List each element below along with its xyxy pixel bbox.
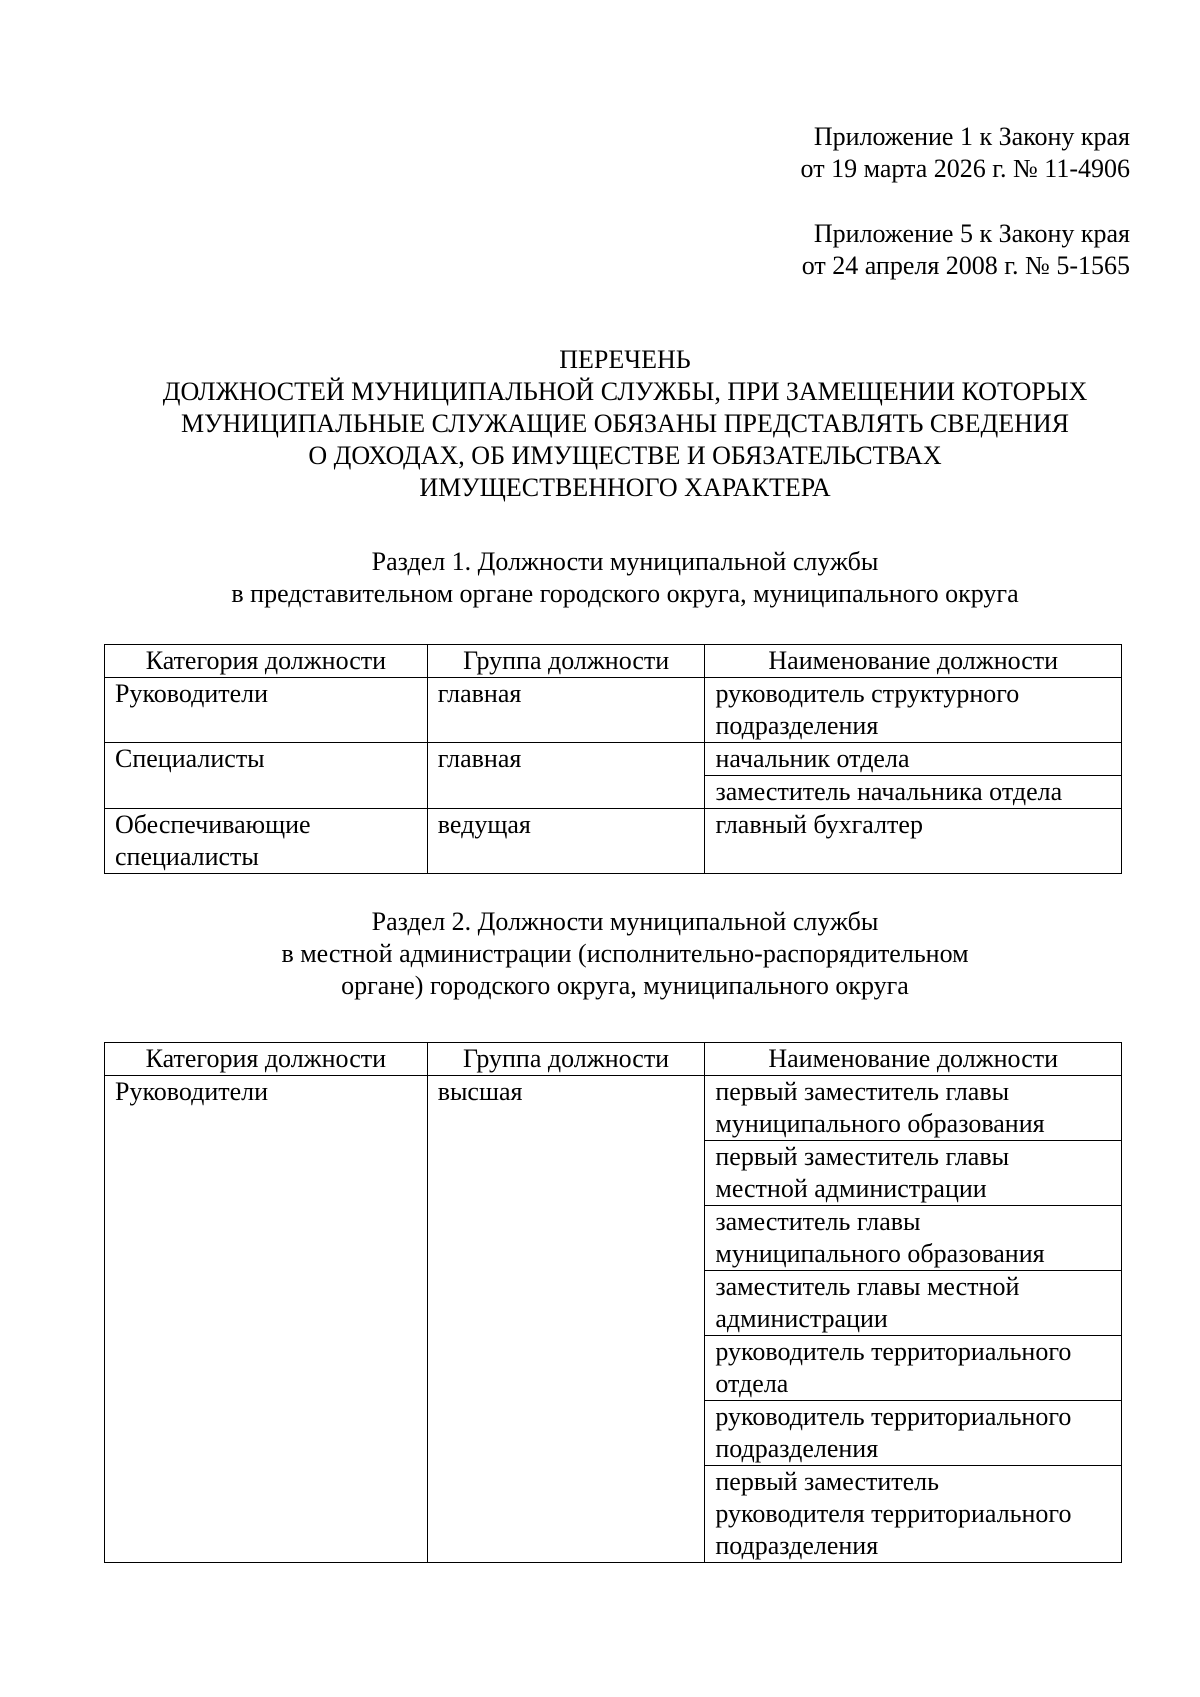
position-name-text: первый заместитель главы — [715, 1142, 1010, 1171]
column-header-group: Группа должности — [427, 645, 705, 678]
position-name-cell — [705, 678, 1122, 743]
position-name-cell — [705, 743, 1122, 776]
section-2-heading-line-3: органе) городского округа, муниципального округа — [341, 971, 909, 1000]
group-cell: главная — [427, 678, 705, 743]
category-cell — [105, 743, 428, 809]
position-name-text: муниципального образования — [715, 1109, 1045, 1138]
position-name-text: подразделения — [715, 1434, 879, 1463]
position-name-text: первый заместитель главы — [715, 1077, 1010, 1106]
position-name-text: подразделения — [715, 1531, 879, 1560]
group-cell: ведущая — [427, 809, 705, 874]
category-cell — [105, 1076, 428, 1563]
position-name-cell — [705, 809, 1122, 874]
section-2-heading-line-2: в местной администрации (исполнительно-распорядительном — [281, 939, 969, 968]
table-row — [105, 678, 1122, 743]
title-line-1: ПЕРЕЧЕНЬ — [559, 345, 691, 374]
position-name-text: руководитель структурного — [715, 679, 1020, 708]
position-name-text: начальник отдела — [715, 744, 910, 773]
section-1-heading — [0, 546, 1200, 610]
category-text: Обеспечивающие — [115, 810, 311, 839]
document-title — [0, 344, 1200, 504]
position-name-text: заместитель начальника отдела — [715, 777, 1063, 806]
position-name-text: главный бухгалтер — [715, 810, 923, 839]
appendix-1-line-1: Приложение 1 к Закону края — [813, 122, 1130, 151]
section-1-table — [104, 644, 1122, 874]
table-row — [105, 743, 1122, 776]
position-name-text: первый заместитель — [715, 1467, 939, 1496]
section-2-table — [104, 1042, 1122, 1563]
position-name-text: отдела — [715, 1369, 789, 1398]
category-text: Специалисты — [115, 744, 265, 773]
position-name-text: заместитель главы — [715, 1207, 921, 1236]
position-name-text: заместитель главы местной — [715, 1272, 1020, 1301]
position-name-cell — [705, 1401, 1122, 1466]
position-name-cell — [705, 1336, 1122, 1401]
position-name-text: подразделения — [715, 711, 879, 740]
position-name-cell — [705, 1466, 1122, 1563]
column-header-category: Категория должности — [105, 1043, 428, 1076]
title-line-2: ДОЛЖНОСТЕЙ МУНИЦИПАЛЬНОЙ СЛУЖБЫ, ПРИ ЗАМЕЩЕНИИ КОТОРЫХ — [162, 377, 1088, 406]
section-1-heading-line-2: в представительном органе городского округа, муниципального округа — [231, 579, 1019, 608]
title-line-5: ИМУЩЕСТВЕННОГО ХАРАКТЕРА — [419, 473, 831, 502]
group-cell: главная — [427, 743, 705, 809]
column-header-name: Наименование должности — [705, 1043, 1122, 1076]
appendix-1-line-2: от 19 марта 2026 г. № 11-4906 — [800, 154, 1130, 183]
position-name-cell — [705, 1206, 1122, 1271]
column-header-category: Категория должности — [105, 645, 428, 678]
title-line-4: О ДОХОДАХ, ОБ ИМУЩЕСТВЕ И ОБЯЗАТЕЛЬСТВАХ — [308, 441, 942, 470]
category-text: специалисты — [115, 842, 259, 871]
section-2-heading — [0, 906, 1200, 1002]
position-name-text: местной администрации — [715, 1174, 987, 1203]
table-header-row — [105, 645, 1122, 678]
section-2-heading-line-1: Раздел 2. Должности муниципальной службы — [371, 907, 879, 936]
column-header-name: Наименование должности — [705, 645, 1122, 678]
appendix-reference-2 — [802, 218, 1130, 282]
category-cell — [105, 678, 428, 743]
appendix-2-line-1: Приложение 5 к Закону края — [813, 219, 1130, 248]
position-name-cell — [705, 1271, 1122, 1336]
title-line-3: МУНИЦИПАЛЬНЫЕ СЛУЖАЩИЕ ОБЯЗАНЫ ПРЕДСТАВЛЯТЬ СВЕДЕНИЯ — [181, 409, 1069, 438]
position-name-cell — [705, 1076, 1122, 1141]
position-name-text: руководитель территориального — [715, 1402, 1072, 1431]
category-text: Руководители — [115, 1077, 269, 1106]
position-name-cell — [705, 1141, 1122, 1206]
table-header-row — [105, 1043, 1122, 1076]
appendix-reference-1 — [801, 121, 1130, 185]
position-name-text: муниципального образования — [715, 1239, 1045, 1268]
position-name-text: руководителя территориального — [715, 1499, 1072, 1528]
category-cell — [105, 809, 428, 874]
table-row — [105, 809, 1122, 874]
category-text: Руководители — [115, 679, 269, 708]
appendix-2-line-2: от 24 апреля 2008 г. № 5-1565 — [801, 251, 1130, 280]
section-1-heading-line-1: Раздел 1. Должности муниципальной службы — [371, 547, 879, 576]
position-name-text: администрации — [715, 1304, 888, 1333]
table-row — [105, 1076, 1122, 1141]
position-name-cell — [705, 776, 1122, 809]
column-header-group: Группа должности — [427, 1043, 705, 1076]
position-name-text: руководитель территориального — [715, 1337, 1072, 1366]
group-cell: высшая — [427, 1076, 705, 1563]
